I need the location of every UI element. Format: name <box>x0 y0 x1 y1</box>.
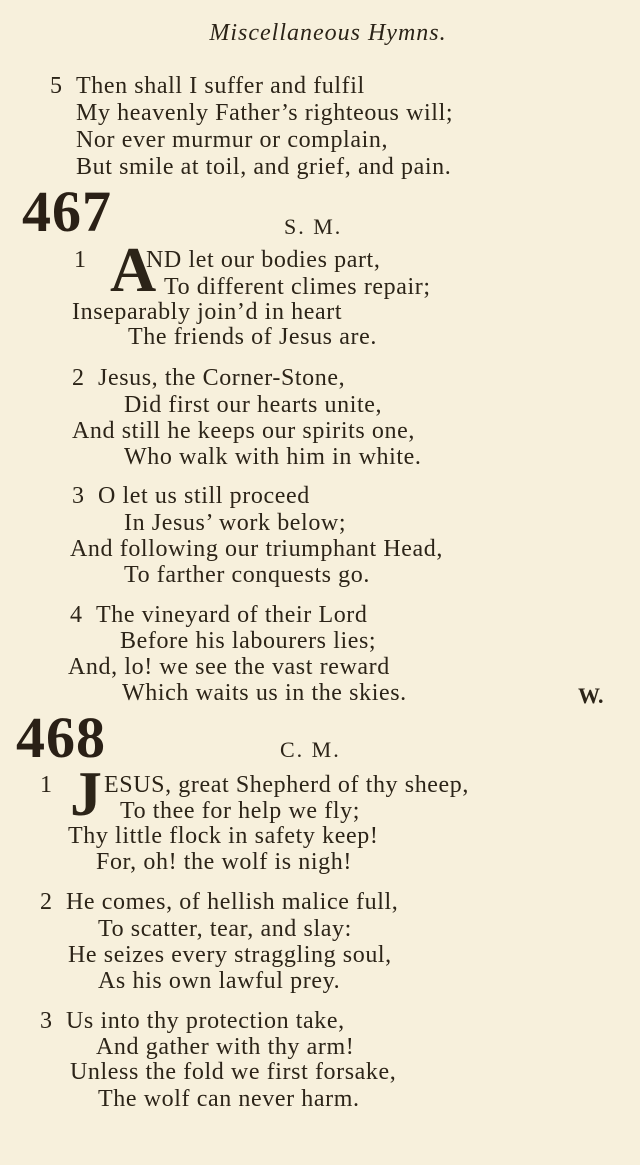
stanza-line: And, lo! we see the vast reward <box>68 654 390 680</box>
stanza-line: Inseparably join’d in heart <box>72 299 343 325</box>
stanza-number: 1 <box>74 247 87 273</box>
stanza-text: Jesus, the Corner-Stone, <box>98 365 346 391</box>
stanza-line: The wolf can never harm. <box>98 1086 360 1112</box>
stanza-number: 5 <box>50 73 63 99</box>
hymn-meter: S. M. <box>284 214 343 239</box>
stanza-line: To different climes repair; <box>164 274 431 300</box>
drop-cap: J <box>70 758 102 829</box>
stanza-line: As his own lawful prey. <box>98 968 341 994</box>
stanza-line <box>50 72 365 100</box>
stanza-line: But smile at toil, and grief, and pain. <box>76 154 452 180</box>
stanza-line: The friends of Jesus are. <box>128 324 377 350</box>
stanza-line: ND let our bodies part, <box>146 247 381 273</box>
stanza-line <box>70 601 368 629</box>
stanza-number: 4 <box>70 602 83 628</box>
stanza-number: 1 <box>40 772 53 798</box>
stanza-line: ESUS, great Shepherd of thy sheep, <box>104 772 470 798</box>
stanza-line <box>40 888 398 916</box>
stanza-text: Then shall I suffer and fulfil <box>76 73 365 99</box>
stanza-text: He comes, of hellish malice full, <box>66 889 399 915</box>
stanza-line: For, oh! the wolf is nigh! <box>96 849 352 875</box>
stanza-line: Thy little flock in safety keep! <box>68 823 379 849</box>
hymn-number: 467 <box>22 179 112 244</box>
stanza-number: 2 <box>40 889 53 915</box>
stanza-number: 3 <box>72 483 85 509</box>
stanza-line: To scatter, tear, and slay: <box>98 916 352 942</box>
stanza-line: He seizes every straggling soul, <box>68 942 392 968</box>
stanza-line: Nor ever murmur or complain, <box>76 127 389 153</box>
stanza-line: To farther conquests go. <box>124 562 370 588</box>
stanza-number: 2 <box>72 365 85 391</box>
stanza-line: And still he keeps our spirits one, <box>72 418 415 444</box>
stanza-line <box>40 1007 345 1035</box>
stanza-line: And gather with thy arm! <box>96 1034 355 1060</box>
hymn-meter: C. M. <box>280 737 341 762</box>
stanza-text: Us into thy protection take, <box>66 1008 345 1034</box>
page-header: Miscellaneous Hymns. <box>209 20 447 46</box>
stanza-line: To thee for help we fly; <box>120 798 360 824</box>
stanza-text: The vineyard of their Lord <box>96 602 368 628</box>
stanza-line: And following our triumphant Head, <box>70 536 444 562</box>
drop-cap: A <box>110 234 157 305</box>
stanza-line <box>72 482 310 510</box>
stanza-text: O let us still proceed <box>98 483 310 509</box>
stanza-line: My heavenly Father’s righteous will; <box>76 100 454 126</box>
stanza-line: Did first our hearts unite, <box>124 392 383 418</box>
hymn-number: 468 <box>16 705 106 770</box>
stanza-line: Unless the fold we first forsake, <box>70 1059 397 1085</box>
stanza-line: In Jesus’ work below; <box>124 510 347 536</box>
stanza-line: Who walk with him in white. <box>124 444 422 470</box>
stanza-line <box>72 364 345 392</box>
author-initial: W. <box>578 683 604 708</box>
stanza-line: Which waits us in the skies. <box>122 680 407 706</box>
stanza-number: 3 <box>40 1008 53 1034</box>
stanza-line: Before his labourers lies; <box>120 628 377 654</box>
